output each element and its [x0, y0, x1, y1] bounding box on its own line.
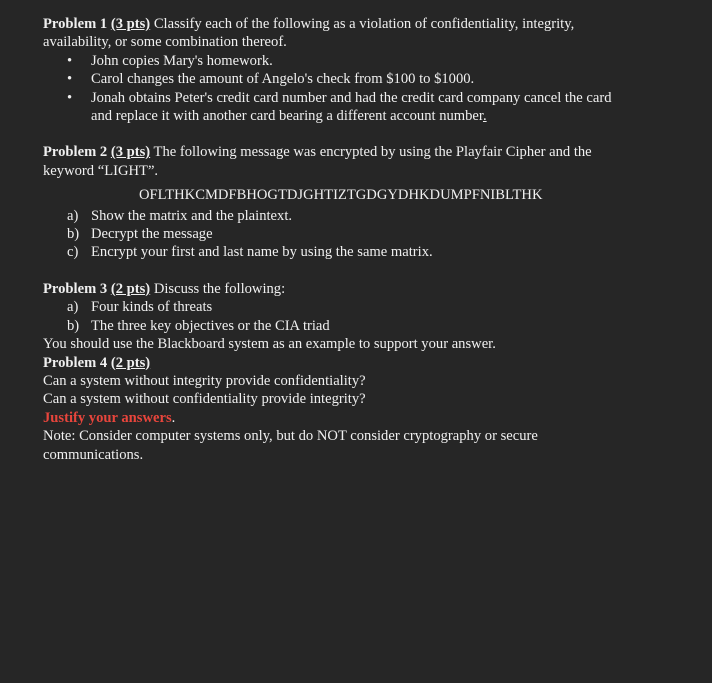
problem-2-heading-line: [43, 143, 683, 161]
list-marker: b): [67, 226, 80, 243]
list-marker: c): [67, 244, 79, 261]
justify-period: .: [171, 409, 176, 426]
list-item: [43, 298, 683, 316]
problem-3-points: (2 pts): [110, 280, 151, 297]
list-item: [43, 225, 683, 243]
document-body: [43, 15, 683, 464]
list-item: [43, 207, 683, 225]
list-item-text: Show the matrix and the plaintext.: [91, 207, 293, 224]
problem-1-text-line-2: availability, or some combination thereof.: [43, 34, 287, 51]
ciphertext: OFLTHKCMDFBHOGTDJGHTIZTGDGYDHKDUMPFNIBLTHK: [139, 187, 543, 204]
list-item-text: Carol changes the amount of Angelo's check from $100 to $1000.: [91, 71, 475, 88]
list-item: [43, 317, 683, 335]
problem-1-heading-line: [43, 15, 683, 33]
list-item-end: .: [482, 108, 487, 125]
problem-3-heading-line: [43, 280, 683, 298]
bullet-icon: •: [67, 71, 73, 88]
problem-1-text-line-1: Classify each of the following as a violation of confidentiality, integrity,: [150, 16, 575, 32]
list-item: [43, 243, 683, 261]
bullet-icon: •: [67, 52, 73, 69]
problem-4-points: (2 pts): [110, 354, 151, 371]
list-item: [43, 70, 683, 88]
problem-3-title: Problem 3: [43, 280, 108, 297]
problem-2-text-line-1: The following message was encrypted by using the Playfair Cipher and the: [150, 144, 592, 161]
list-item-continuation: [43, 107, 683, 125]
list-marker: b): [67, 317, 80, 334]
problem-2-title: Problem 2: [43, 144, 108, 161]
problem-4-heading-line: [43, 354, 683, 372]
problem-4-note-line-1: Note: Consider computer systems only, but do NOT consider cryptography or secure: [43, 428, 538, 445]
list-item-text: John copies Mary's homework.: [91, 52, 273, 69]
problem-4-question-1: Can a system without integrity provide confidentiality?: [43, 372, 366, 389]
list-marker: a): [67, 207, 79, 224]
problem-1-title: Problem 1: [43, 16, 108, 32]
bullet-icon: •: [67, 89, 73, 106]
problem-2-points: (3 pts): [110, 144, 151, 161]
list-item-text: Decrypt the message: [91, 226, 213, 243]
problem-4-note-line-2: communications.: [43, 446, 144, 463]
list-marker: a): [67, 299, 79, 316]
problem-4-justify-line: [43, 409, 683, 427]
list-item-text: Encrypt your first and last name by using the same matrix.: [91, 244, 433, 261]
list-item-text: and replace it with another card bearing a different account number: [91, 108, 483, 125]
problem-4-question-2: Can a system without confidentiality provide integrity?: [43, 391, 366, 408]
list-item-text: Jonah obtains Peter's credit card number and had the credit card company cancel the card: [91, 89, 612, 106]
problem-3-note: You should use the Blackboard system as an example to support your answer.: [43, 336, 496, 353]
justify-instruction: Justify your answers: [43, 409, 172, 426]
list-item-text: The three key objectives or the CIA triad: [91, 317, 330, 334]
problem-3-text-line-1: Discuss the following:: [150, 280, 286, 297]
problem-4-title: Problem 4: [43, 354, 108, 371]
list-item-text: Four kinds of threats: [91, 299, 213, 316]
problem-1-points: (3 pts): [110, 16, 151, 32]
list-item: [43, 52, 683, 70]
problem-2-text-line-2: keyword “LIGHT”.: [43, 162, 159, 179]
list-item: [43, 89, 683, 107]
